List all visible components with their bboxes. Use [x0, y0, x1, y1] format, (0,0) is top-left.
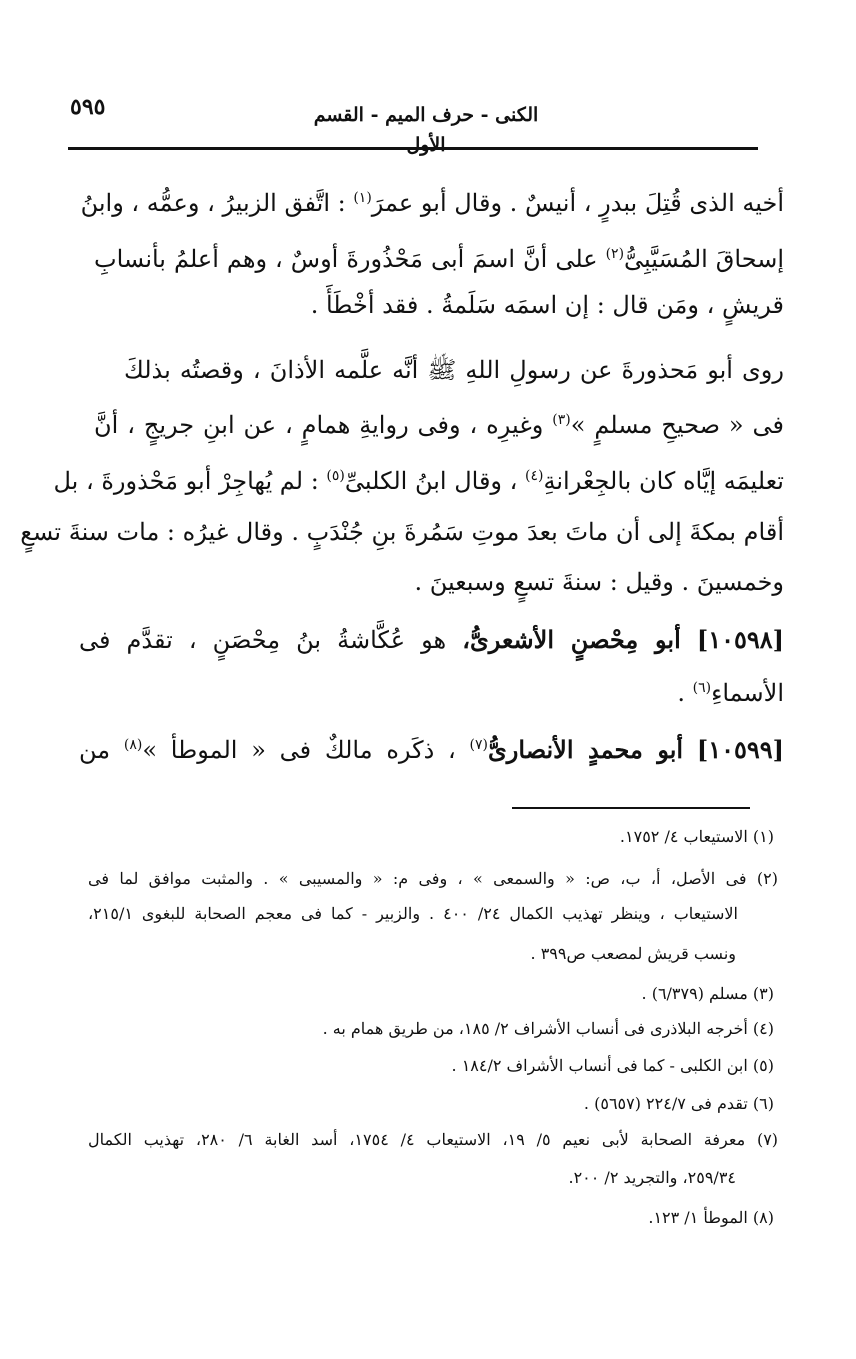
running-header-title: الكنى - حرف الميم - القسم الأول [313, 104, 539, 156]
line-text: الأسماءِ [711, 679, 784, 707]
footnote-7-cont: ٢٥٩/٣٤، والتجريد ٢/ ٢٠٠. [568, 1168, 736, 1187]
line-text: أقام بمكةَ إلى أن ماتَ بعدَ موتِ سَمُرةَ بنِ جُنْدَبٍ . وقال غيرُه : مات سنةَ تسعٍ [20, 518, 784, 546]
line-text: هو عُكَّاشةُ بنُ مِحْصَنٍ ، تقدَّم فى [79, 626, 463, 654]
footnote-ref: (١) [353, 190, 372, 206]
line-text: . [677, 679, 693, 707]
entry-10598 [79, 620, 784, 660]
footnote-ref: (٨) [123, 737, 143, 753]
body-line [94, 673, 784, 713]
footnote-5: (٥) ابن الكلبى - كما فى أنساب الأشراف ١٨٤/٢ . [451, 1056, 774, 1075]
line-text: تعليمَه إيَّاه كان بالجِعْرانةِ [543, 467, 784, 495]
line-text: على أنَّ اسمَ أبى مَحْذُورةَ أوسٌ ، وهم أعلمُ بأنسابِ [94, 245, 606, 273]
line-text: أخيه الذى قُتِلَ ببدرٍ ، أنيسٌ . وقال أبو عمرَ [371, 189, 784, 217]
line-text: قريشٍ ، ومَن قال : إن اسمَه سَلَمةُ . فقد أخْطَأَ . [310, 291, 784, 319]
line-text: ، وقال ابنُ الكلبىِّ [344, 467, 526, 495]
body-line [94, 285, 784, 325]
footnote-2-cont: ونسب قريش لمصعب ص٣٩٩ . [530, 944, 736, 963]
page-number: ٥٩٥ [70, 94, 106, 120]
footnote-7: (٧) معرفة الصحابة لأبى نعيم ٥/ ١٩، الاستيعاب ٤/ ١٧٥٤، أسد الغابة ٦/ ٢٨٠، تهذيب الكمال [88, 1130, 779, 1149]
line-text: ، ذكَره مالكٌ فى « الموطأ » [142, 736, 470, 764]
entry-name: أبو محمدٍ الأنصارىُّ [488, 735, 684, 764]
footnote-1: (١) الاستيعاب ٤/ ١٧٥٢. [619, 827, 774, 846]
footnote-ref: (٥) [326, 468, 345, 484]
line-text: وخمسينَ . وقيل : سنةَ تسعٍ وسبعينَ . [414, 568, 784, 596]
entry-number: [١٠٥٩٩] [696, 735, 784, 764]
footnote-ref: (٢) [605, 246, 625, 262]
line-text: فى « صحيحِ مسلمٍ » [570, 411, 784, 439]
entry-10599 [79, 730, 784, 770]
body-line [80, 183, 784, 223]
body-line [20, 512, 784, 552]
footnote-8: (٨) الموطأ ١/ ١٢٣. [648, 1208, 774, 1227]
entry-number: [١٠٥٩٨] [696, 625, 784, 654]
footnote-ref: (٤) [525, 468, 544, 484]
footnote-ref: (٧) [469, 737, 488, 753]
line-text: روى أبو مَحذورةَ عن رسولِ اللهِ ﷺ أنَّه علَّمه الأذانَ ، وقصتُه بذلكَ [124, 356, 784, 384]
footnote-6: (٦) تقدم فى ٢٢٤/٧ (٥٦٥٧) . [583, 1094, 774, 1113]
line-text: : اتَّفق الزبيرُ ، وعمُّه ، وابنُ [80, 189, 354, 217]
body-line [94, 405, 784, 445]
footnote-ref: (٣) [552, 412, 571, 428]
header-rule [68, 147, 758, 150]
body-line [124, 350, 784, 390]
footnote-2: (٢) فى الأصل، أ، ب، ص: « والسمعى » ، وفى م: « والمسيبى » . والمثبت موافق لما فى [88, 869, 778, 888]
footnote-3: (٣) مسلم (٦/٣٧٩) . [641, 984, 774, 1003]
body-line [94, 562, 784, 602]
footnote-4: (٤) أخرجه البلاذرى فى أنساب الأشراف ٢/ ١٨٥، من طريق همام به . [322, 1019, 774, 1038]
line-text: : لم يُهاجِرْ أبو مَحْذورةَ ، بل [53, 467, 327, 495]
footnote-separator [512, 807, 750, 809]
line-text: إسحاقَ المُسَيَّبِىُّ [624, 245, 784, 273]
entry-name: أبو مِحْصنٍ الأشعرىُّ، [462, 625, 681, 654]
line-text: من [79, 736, 124, 764]
footnote-2-cont: الاستيعاب ، وينظر تهذيب الكمال ٢٤/ ٤٠٠ . والزبير - كما فى معجم الصحابة للبغوى ٢١٥/١، [88, 904, 739, 923]
line-text: وغيرِه ، وفى روايةِ همامٍ ، عن ابنِ جريجٍ ، أنَّ [94, 411, 553, 439]
footnote-ref: (٦) [692, 680, 712, 696]
body-line [94, 239, 784, 279]
body-line [53, 461, 784, 501]
